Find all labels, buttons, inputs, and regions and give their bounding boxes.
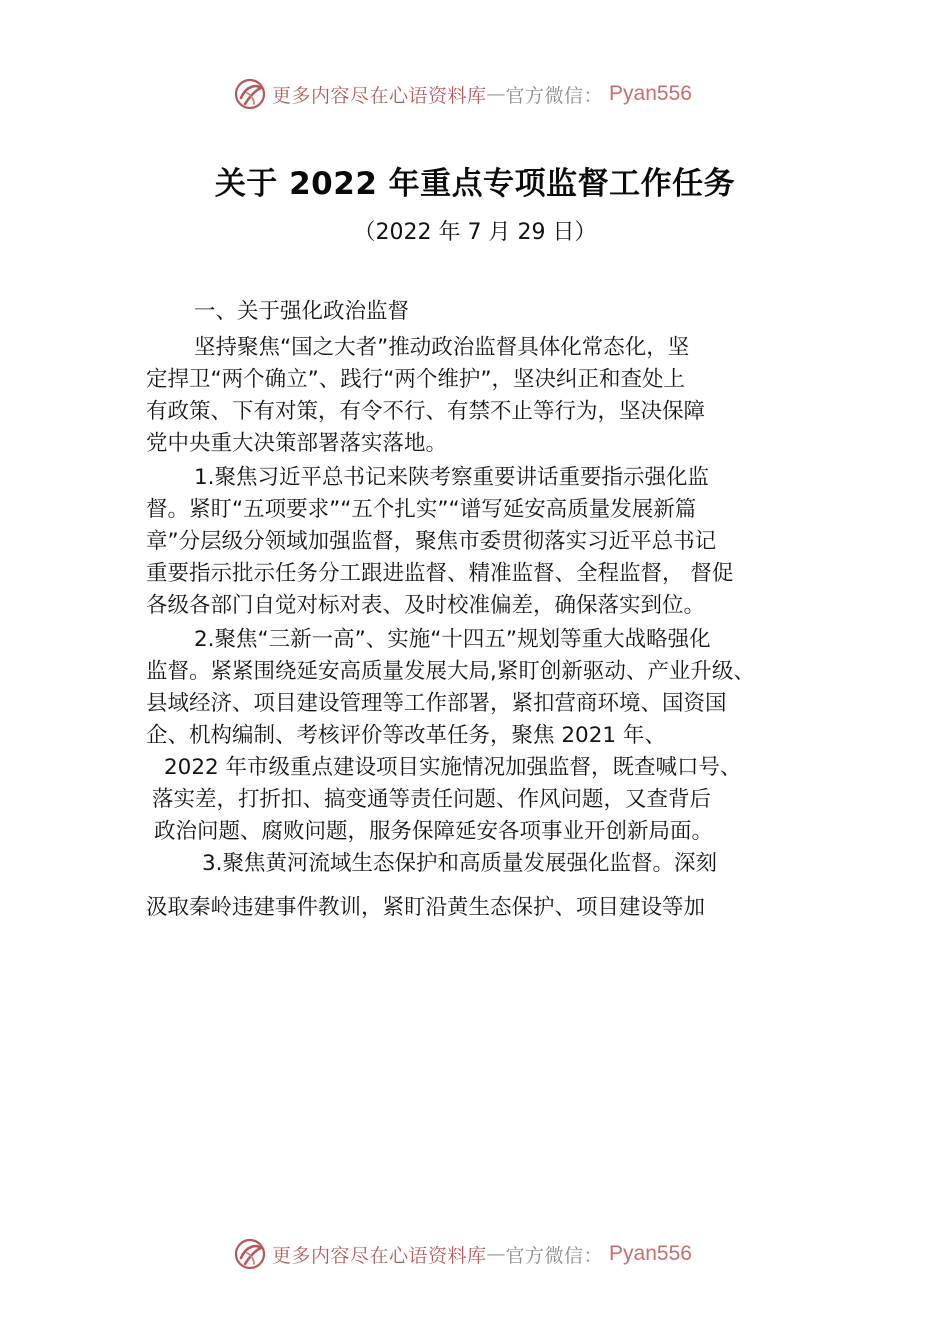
watermark-separator: — (486, 83, 506, 105)
body-line: 重要指示批示任务分工跟进监督、精准监督、全程监督， 督促 (146, 561, 734, 586)
watermark-wechat-id: Pyan556 (609, 82, 692, 105)
body-line: 2022 年市级重点建设项目实施情况加强监督，既查喊口号、 (164, 755, 742, 780)
watermark-wechat-label: 官方微信： (505, 1244, 604, 1267)
header-watermark (232, 74, 752, 114)
document-title: 关于 2022 年重点专项监督工作任务 (214, 166, 736, 202)
body-line: 汲取秦岭违建事件教训，紧盯沿黄生态保护、项目建设等加 (146, 895, 706, 920)
watermark-wechat-label: 官方微信： (505, 84, 604, 107)
watermark-separator: — (486, 1243, 506, 1265)
document-date: （2022 年 7 月 29 日） (353, 220, 597, 245)
watermark-logo-icon (232, 76, 268, 112)
section-heading: 一、关于强化政治监督 (194, 299, 410, 324)
body-line: 县域经济、项目建设管理等工作部署，紧扣营商环境、国资国 (146, 691, 727, 716)
watermark-wechat-id: Pyan556 (609, 1242, 692, 1265)
watermark-logo-icon (232, 1236, 268, 1272)
body-line: 章”分层级分领域加强监督，聚焦市委贯彻落实习近平总书记 (146, 529, 717, 554)
body-line: 企、机构编制、考核评价等改革任务，聚焦 2021 年、 (146, 723, 666, 748)
body-line: 定捍卫“两个确立”、践行“两个维护”，坚决纠正和查处上 (146, 367, 686, 392)
watermark-text: 更多内容尽在心语资料库 (272, 1244, 487, 1267)
body-line: 各级各部门自觉对标对表、及时校准偏差，确保落实到位。 (146, 593, 706, 618)
body-line: 1.聚焦习近平总书记来陕考察重要讲话重要指示强化监 (194, 465, 710, 490)
body-line: 党中央重大决策部署落实落地。 (146, 431, 448, 456)
body-line: 坚持聚焦“国之大者”推动政治监督具体化常态化，坚 (194, 335, 690, 360)
body-line: 督。紧盯“五项要求”“五个扎实”“谱写延安高质量发展新篇 (146, 497, 697, 522)
footer-watermark (232, 1234, 752, 1274)
body-line: 政治问题、腐败问题，服务保障延安各项事业开创新局面。 (154, 819, 714, 844)
body-line: 2.聚焦“三新一高”、实施“十四五”规划等重大战略强化 (194, 627, 711, 652)
body-line: 落实差，打折扣、搞变通等责任问题、作风问题，又查背后 (152, 787, 712, 812)
body-line: 监督。紧紧围绕延安高质量发展大局,紧盯创新驱动、产业升级、 (146, 659, 755, 684)
body-line: 3.聚焦黄河流域生态保护和高质量发展强化监督。深刻 (202, 851, 718, 876)
watermark-text: 更多内容尽在心语资料库 (272, 84, 487, 107)
body-line: 有政策、下有对策，有令不行、有禁不止等行为，坚决保障 (146, 399, 706, 424)
